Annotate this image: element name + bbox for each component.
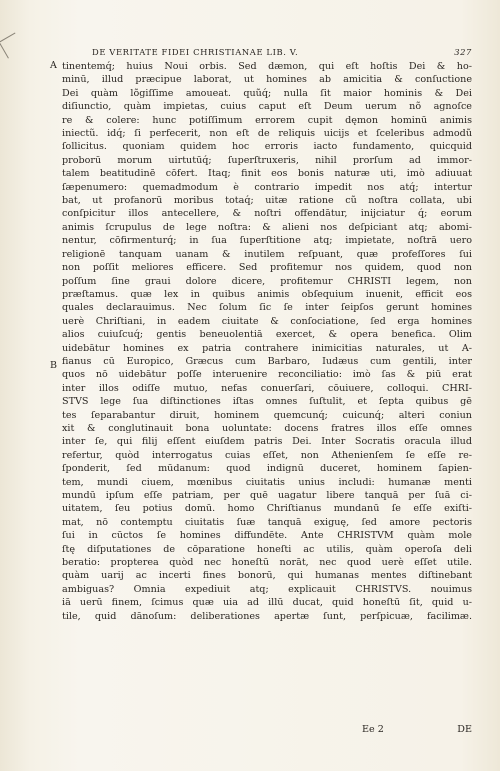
text-line: uitatem, ſeu potius domū. homo Chriſtianus mundanū ſe eſſe exiſti- bbox=[62, 503, 472, 515]
text-line: mundū ipſum eſſe patriam, per quē uagatur libere tanquā per ſuā ci- bbox=[62, 490, 472, 501]
text-line: bat, ut profanorū moribus totaq́; uitæ ratione cũ noſtra collata, ubi bbox=[62, 195, 472, 207]
text-line: iniectũ. idq́; ſi perfecerit, non eſt de reliquis uicijs et ſceleribus admodũ bbox=[62, 128, 472, 140]
text-line: iā uerū finem, ſcimus quæ uia ad illū ducat, quid honeſtū ſit, quid u- bbox=[62, 597, 472, 609]
body-text bbox=[62, 60, 472, 623]
running-head bbox=[92, 47, 472, 57]
text-line: uidebātur homines ex patria contrahere inimicitias naturales, ut A- bbox=[62, 342, 472, 354]
catchword: DE bbox=[457, 724, 472, 735]
text-line: ſæpenumero: quemadmodum è contrario impedit nos atq́; intertur bbox=[62, 181, 472, 193]
text-line: Dei quàm lõgiſſime amoueat. quũq́; nulla ſit maior hominis & Dei bbox=[62, 87, 472, 99]
text-line: inter ſe, qui filij eſſent eiuſdem patris Dei. Inter Socratis oracula illud bbox=[62, 436, 472, 448]
text-line: re & colere: hunc potiſſimum errorem cupit dęmon hominū animis bbox=[62, 114, 472, 126]
text-line: talem beatitudinē cōfert. Itaq; finit eos bonis naturæ uti, imò adiuuat bbox=[62, 168, 472, 180]
text-line: animis ſcrupulus de lege noſtra: & alieni nos deſpiciant atq; abomi- bbox=[62, 221, 472, 233]
text-line: quos nō uidebātur poſſe interuenire reconciliatio: imò ſas & piū erat bbox=[62, 369, 472, 381]
text-line: ſtę diſputationes de cōparatione honeſti ac utilis, quàm operoſa deli bbox=[62, 543, 472, 555]
text-line: præſtamus. quæ lex in quibus animis obſequium inuenit, efficit eos bbox=[62, 288, 472, 300]
text-line: uerè Chriſtiani, in eadem ciuitate & conſociatione, ſed erga homines bbox=[62, 315, 472, 327]
text-line: refertur, quòd interrogatus cuias eſſet, non Athenienſem ſe eſſe re- bbox=[62, 449, 472, 461]
running-head-title: DE VERITATE FIDEI CHRISTIANAE LIB. V. bbox=[92, 47, 299, 57]
text-line: conſpicitur illos antecellere, & noſtri offendātur, inijciatur q́; eorum bbox=[62, 208, 472, 220]
text-line: ambiguas? Omnia expediuit atq; explicauit CHRISTVS. nouimus bbox=[62, 583, 472, 595]
text-line: non poſſit meliores efficere. Sed profitemur nos quidem, quod non bbox=[62, 262, 472, 274]
text-line: tem, mundi ciuem, mœnibus ciuitatis unius includi: humanæ menti bbox=[62, 476, 472, 488]
folio-number: 327 bbox=[454, 47, 472, 57]
text-line: quàm uarij ac incerti fines bonorū, qui humanas mentes diſtinebant bbox=[62, 570, 472, 582]
text-line: poſſum ſine graui dolore dicere, profitemur CHRISTI legem, non bbox=[62, 275, 472, 287]
text-line: inter illos odiſſe mutuo, nefas conuerſari, cōuiuere, colloqui. CHRI- bbox=[62, 382, 472, 394]
text-line: religionē tanquam uanam & inutilem reſpuant, quæ profeſſores ſui bbox=[62, 248, 472, 260]
page-footer bbox=[62, 724, 472, 738]
text-line: minū, illud præcipue laborat, ut homines ab amicitia & conſuctione bbox=[62, 74, 472, 86]
signature-mark: Ee 2 bbox=[362, 724, 384, 735]
text-line: ſollicitus. quoniam quidem hoc erroris iacto fundamento, quicquid bbox=[62, 141, 472, 153]
text-line: xit & conglutinauit bona uoluntate: docens fratres illos eſſe omnes bbox=[62, 422, 472, 434]
text-line: diſiunctio, quàm impietas, cuius caput eſt Deum uerum nõ agnoſce bbox=[62, 101, 472, 113]
text-line: tinentemq́; huius Noui orbis. Sed dæmon, qui eſt hoſtis Dei & ho- bbox=[62, 61, 472, 72]
text-line: mat, nō contemptu ciuitatis ſuæ tanquā exiguę, ſed amore pectoris bbox=[62, 516, 472, 528]
margin-letter-b: B bbox=[50, 360, 57, 371]
text-line: alios cuiuſcuq́; gentis beneuolentiā exercet, & opera benefica. Olim bbox=[62, 329, 472, 341]
text-line: proborū morum uirtutūq́; ſuperſtruxeris, nihil prorſum ad immor- bbox=[62, 154, 472, 166]
text-line: ſponderit, ſed mūdanum: quod indignū duceret, hominem ſapien- bbox=[62, 463, 472, 475]
text-line: tes ſeparabantur diruit, hominem quemcunq́; cuicunq́; alteri coniun bbox=[62, 409, 472, 421]
text-line: quales declarauimus. Nec ſolum ſic ſe inter ſeipſos gerunt homines bbox=[62, 302, 472, 314]
text-line: STVS lege ſua diſtinctiones iſtas omnes ſuſtulit, et ſepta quibus gē bbox=[62, 396, 472, 408]
text-line: nentur, cōfirmenturq́; in ſua ſuperſtitione atq; impietate, noſtrā uero bbox=[62, 235, 472, 247]
text-line: ſui in cūctos ſe homines diffundēte. Ante CHRISTVM quàm mole bbox=[62, 530, 472, 542]
margin-letter-a: A bbox=[50, 60, 57, 71]
text-line: fianus cū Europico, Græcus cum Barbaro, Iudæus cum gentili, inter bbox=[62, 355, 472, 367]
page-corner-mark bbox=[0, 33, 24, 59]
text-line: tile, quid dānoſum: deliberationes apertæ ſunt, perſpicuæ, facilimæ. bbox=[62, 610, 472, 622]
text-line: beratio: propterea quòd nec honeſtū norāt, nec quod uerè eſſet utile. bbox=[62, 557, 472, 569]
